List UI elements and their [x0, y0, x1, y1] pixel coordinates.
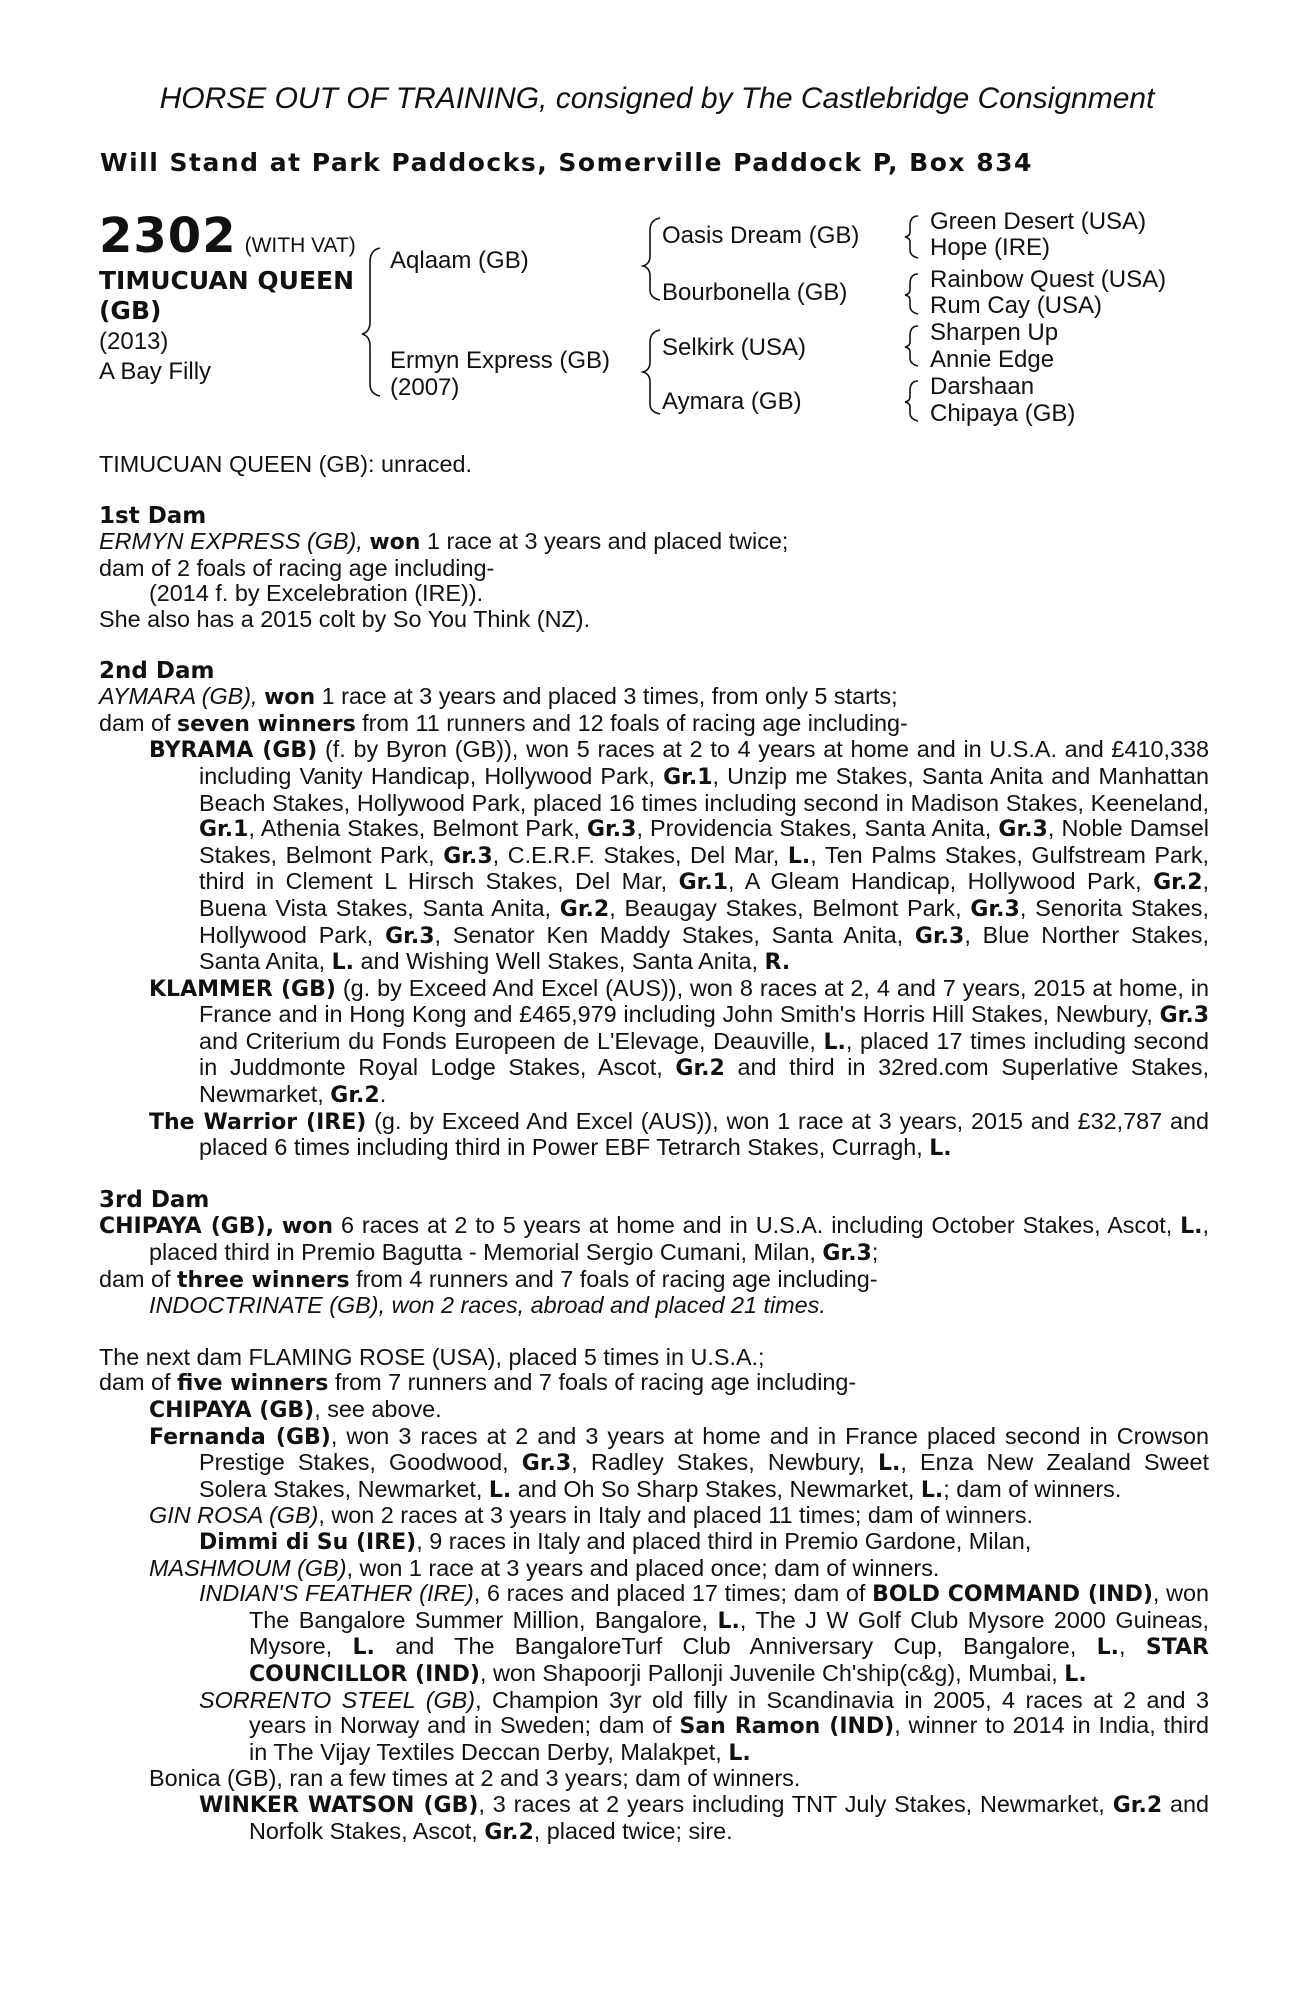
produce-fernanda: Fernanda (GB), won 3 races at 2 and 3 years at home and in France placed second in Crowson Prestige Stakes, Goodwood, Gr.3, Radley Stakes, Newbury, L., Enza New Zealand Sweet Solera Stakes, Newmarket, L. and Oh So Sharp Stakes, Newmarket, L.; dam of winners. — [149, 1422, 1209, 1503]
second-dam-line: AYMARA (GB), won 1 race at 3 years and placed 3 times, from only 5 starts; — [99, 683, 898, 711]
first-dam-note: She also has a 2015 colt by So You Think (NZ). — [99, 605, 591, 632]
pedigree-g2: Hope (IRE) — [930, 234, 1051, 261]
pedigree-g1: Green Desert (USA) — [930, 208, 1147, 235]
first-dam-produce: dam of 2 foals of racing age including- — [99, 554, 495, 581]
consignor-line: HORSE OUT OF TRAINING, consigned by The Castlebridge Consignment — [159, 82, 1155, 115]
pedigree-dam: Ermyn Express (GB) — [390, 347, 611, 374]
third-dam-line: CHIPAYA (GB), won 6 races at 2 to 5 years at home and in U.S.A. including October Stakes, Ascot, L., placed third in Premio Bagutta - Memorial Sergio Cumani, Milan, Gr.3; — [99, 1212, 1210, 1267]
produce-klammer: KLAMMER (GB) (g. by Exceed And Excel (AUS)), won 8 races at 2, 4 and 7 years, 2015 at home, in France and in Hong Kong and £465,979 including John Smith's Horris Hill Stakes, Newbury, Gr.3 and Criterium du Fonds Europeen de L'Elevage, Deauville, L., placed 17 times including second in Juddmonte Royal Lodge Stakes, Ascot, Gr.2 and third in 32red.com Superlative Stakes, Newmarket, Gr.2. — [149, 974, 1209, 1109]
third-dam-heading: 3rd Dam — [99, 1186, 210, 1213]
produce-chipaya: CHIPAYA (GB), see above. — [149, 1396, 442, 1423]
horse-name: TIMUCUAN QUEEN (GB) — [99, 266, 355, 325]
produce-byrama: BYRAMA (GB) (f. by Byron (GB)), won 5 races at 2 to 4 years at home and in U.S.A. and £410,338 including Vanity Handicap, Hollywood Park, Gr.1, Unzip me Stakes, Santa Anita and Manhattan Beach Stakes, Hollywood Park, placed 16 times including second in Madison Stakes, Keeneland, Gr.1, Athenia Stakes, Belmont Park, Gr.3, Providencia Stakes, Santa Anita, Gr.3, Noble Damsel Stakes, Belmont Park, Gr.3, C.E.R.F. Stakes, Del Mar, L., Ten Palms Stakes, Gulfstream Park, third in Clement L Hirsch Stakes, Del Mar, Gr.1, A Gleam Handicap, Hollywood Park, Gr.2, Buena Vista Stakes, Santa Anita, Gr.2, Beaugay Stakes, Belmont Park, Gr.3, Senorita Stakes, Hollywood Park, Gr.3, Senator Ken Maddy Stakes, Santa Anita, Gr.3, Blue Norther Stakes, Santa Anita, L. and Wishing Well Stakes, Santa Anita, R. — [149, 736, 1210, 976]
first-dam-foal: (2014 f. by Excelebration (IRE)). — [149, 580, 484, 607]
produce-indians-feather: INDIAN'S FEATHER (IRE), 6 races and placed 17 times; dam of BOLD COMMAND (IND), won The Bangalore Summer Million, Bangalore, L., The J W Golf Club Mysore 2000 Guineas, Mysore, L. and The BangaloreTurf Club Anniversary Cup, Bangalore, L., STAR COUNCILLOR (IND), won Shapoorji Pallonji Juvenile Ch'ship(c&g), Mumbai, L. — [199, 1580, 1210, 1687]
produce-gin-rosa: GIN ROSA (GB), won 2 races at 3 years in Italy and placed 11 times; dam of winners. — [149, 1502, 1034, 1529]
brace-gen2-dam — [643, 330, 660, 414]
produce-mashmoum: MASHMOUM (GB), won 1 race at 3 years and placed once; dam of winners. — [149, 1554, 940, 1581]
brace-g3-c — [905, 326, 918, 366]
catalogue-body — [99, 452, 1209, 1845]
unraced-line: TIMUCUAN QUEEN (GB): unraced. — [99, 451, 473, 477]
vat-note: (WITH VAT) — [244, 234, 356, 257]
stand-line: Will Stand at Park Paddocks, Somerville Paddock P, Box 834 — [100, 148, 1033, 177]
brace-gen2-sire — [643, 218, 660, 300]
pedigree-g4: Rum Cay (USA) — [930, 292, 1103, 319]
produce-indoctrinate: INDOCTRINATE (GB), won 2 races, abroad and placed 21 times. — [149, 1292, 826, 1319]
horse-year: (2013) — [99, 328, 169, 355]
first-dam-heading: 1st Dam — [99, 502, 207, 529]
pedigree-dam-sire: Selkirk (USA) — [662, 334, 807, 361]
produce-dimmi: Dimmi di Su (IRE), 9 races in Italy and placed third in Premio Gardone, Milan, — [199, 1527, 1032, 1555]
pedigree-g7: Darshaan — [930, 373, 1035, 400]
pedigree-g6: Annie Edge — [930, 346, 1055, 373]
pedigree-dam-dam: Aymara (GB) — [662, 388, 802, 415]
first-dam-line: ERMYN EXPRESS (GB), won 1 race at 3 years and placed twice; — [99, 528, 789, 556]
second-dam-heading: 2nd Dam — [99, 657, 215, 684]
pedigree-g3: Rainbow Quest (USA) — [930, 266, 1167, 293]
brace-g3-d — [905, 381, 918, 421]
pedigree-dam-year: (2007) — [390, 374, 460, 401]
brace-gen1 — [362, 248, 380, 396]
produce-warrior: The Warrior (IRE) (g. by Exceed And Excel (AUS)), won 1 race at 3 years, 2015 and £32,787 and placed 6 times including third in Power EBF Tetrarch Stakes, Curragh, L. — [149, 1107, 1209, 1162]
pedigree-sire-dam: Bourbonella (GB) — [662, 279, 848, 306]
pedigree-g5: Sharpen Up — [930, 319, 1059, 346]
pedigree-sire: Aqlaam (GB) — [390, 247, 529, 274]
lot-number: 2302 — [99, 208, 237, 264]
third-dam-produce: dam of three winners from 4 runners and 7 foals of racing age including- — [99, 1265, 878, 1293]
produce-bonica: Bonica (GB), ran a few times at 2 and 3 years; dam of winners. — [149, 1765, 801, 1792]
brace-g3-a — [905, 216, 918, 258]
next-dam-line: The next dam FLAMING ROSE (USA), placed 5 times in U.S.A.; — [99, 1343, 765, 1370]
next-dam-produce: dam of five winners from 7 runners and 7 foals of racing age including- — [99, 1369, 857, 1397]
pedigree-g8: Chipaya (GB) — [930, 400, 1076, 427]
produce-sorrento-steel: SORRENTO STEEL (GB), Champion 3yr old filly in Scandinavia in 2005, 4 races at 2 and 3 years in Norway and in Sweden; dam of San Ramon (IND), winner to 2014 in India, third in The Vijay Textiles Deccan Derby, Malakpet, L. — [199, 1686, 1210, 1766]
horse-description: A Bay Filly — [99, 358, 212, 385]
second-dam-produce: dam of seven winners from 11 runners and 12 foals of racing age including- — [99, 709, 908, 737]
produce-winker-watson: WINKER WATSON (GB), 3 races at 2 years including TNT July Stakes, Newmarket, Gr.2 and Norfolk Stakes, Ascot, Gr.2, placed twice; sire. — [199, 1790, 1210, 1845]
pedigree-sire-sire: Oasis Dream (GB) — [662, 222, 860, 249]
brace-g3-b — [905, 274, 918, 314]
